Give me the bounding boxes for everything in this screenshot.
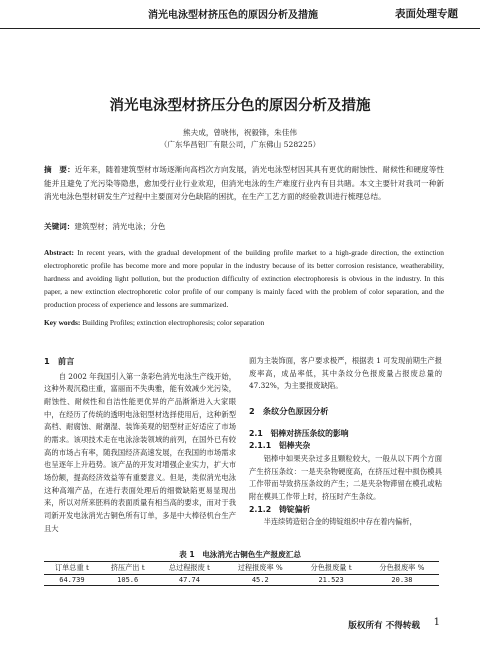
table-header-cell: 分色报废率 % bbox=[365, 562, 439, 575]
section-2-1-1-paragraph: 铝棒中如果夹杂过多且颗粒较大，一般从以下两个方面产生挤压条纹：一是夹杂物硬度高，在挤压过程中损伤模具工作带而导致挤压条纹的产生；二是夹杂物滞留在模孔或粘附在模具工作带上时，挤压时产生条纹。 bbox=[249, 453, 442, 501]
section-2-heading: 2 条纹分色原因分析 bbox=[249, 405, 329, 416]
abstract-en bbox=[44, 247, 444, 312]
section-1-heading: 1 前言 bbox=[44, 356, 75, 366]
left-column bbox=[44, 355, 236, 535]
table-row bbox=[44, 575, 439, 586]
keywords-en-text: Building Profiles; extinction electrophoresis; color separation bbox=[80, 318, 265, 327]
keywords-cn-label: 关键词： bbox=[44, 222, 75, 231]
right-column bbox=[249, 355, 442, 529]
keywords-cn bbox=[44, 220, 444, 234]
table-header-cell: 总过程报废 t bbox=[156, 562, 224, 575]
table-header-cell: 分色报废量 t bbox=[297, 562, 365, 575]
article-title: 消光电泳型材挤压分色的原因分析及措施 bbox=[109, 98, 371, 114]
footer-copyright: 版权所有 不得转载 bbox=[348, 621, 420, 631]
section-1-paragraph: 自 2002 年我国引入第一条彩色消光电泳生产线开始，这种外观沉稳庄重，富丽而不失典雅，能有效减少光污染，耐蚀性、耐候性和自洁性能更优异的产品渐渐进入大家眼中，在经历了传统的透明电泳铝型材选择使用后，这种新型高档、耐腐蚀、耐潮湿、装饰美观的铝型材正好适应了市场的需求。该项技术走在电泳涂装领域的前列，在国外已有较高的市场占有率，随我国经济高速发展，在我国的市场需求也呈逐年上升趋势。该产品的开发对增强企业实力，扩大市场份额，提高经济效益等有重要意义。但是，类似消光电泳这种高端产品，在进行表面处理后的细微缺陷更易显现出来，所以对所来胚料的表面质量有相当高的要求，而对于我司新开发电泳消光古铜色所有订单，多是中大棒径机台生产且大 bbox=[44, 371, 236, 533]
running-header bbox=[0, 0, 480, 29]
page-number: 1 bbox=[433, 617, 440, 628]
abstract-cn-text: 近年来，随着建筑型材市场逐渐向高档次方向发展，消光电泳型材因其具有更优的耐蚀性、耐候性和硬度等性能并且避免了光污染等隐患，愈加受行业行业欢迎，但消光电泳的生产难度行业内有目共睹。本文主要针对我司一种新消光电泳色型材研发生产过程中主要面对分色缺陷的困扰，在生产工艺方面的经验教训进行梳理总结。 bbox=[44, 165, 444, 202]
table-header-cell: 订单总重 t bbox=[44, 562, 100, 575]
section-2-1-2-paragraph: 半连续铸造铝合金的铸锭组织中存在着内偏析， bbox=[263, 517, 417, 527]
table-cell: 64.739 bbox=[44, 575, 100, 586]
article-authors: 熊夫成，曾晓伟，祝毅锋，朱佳伟 bbox=[183, 128, 297, 137]
table-cell: 20.38 bbox=[365, 575, 439, 586]
table-header-cell: 过程报废率 % bbox=[223, 562, 297, 575]
table-cell: 105.6 bbox=[100, 575, 156, 586]
abstract-cn bbox=[44, 163, 444, 204]
keywords-en bbox=[44, 317, 444, 330]
header-journal-article-title: 消光电泳型材挤压色的原因分析及措施 bbox=[148, 10, 318, 21]
scrap-summary-table bbox=[44, 561, 439, 586]
table-cell: 47.74 bbox=[156, 575, 224, 586]
table-header-cell: 挤压产出 t bbox=[100, 562, 156, 575]
abstract-en-text: In recent years, with the gradual development of the building profile market to a high-grade direction, the extinction electrophoretic profile has become more and more popular in the industry because of its better corrosion resistance, weatherability, hardness and avoiding light pollution, but the production difficulty of extinction electrophoresis is obvious in the industry. In this paper, a new extinction electrophoretic color profile of our company is mainly faced with the problem of color separation, and the production process of experience and lessons are summarized. bbox=[44, 248, 444, 309]
table-cell: 45.2 bbox=[223, 575, 297, 586]
header-section-title: 表面处理专题 bbox=[395, 8, 458, 20]
abstract-cn-label: 摘 要： bbox=[44, 165, 75, 174]
section-2-1-2-heading: 2.1.2 铸锭偏析 bbox=[249, 504, 311, 514]
table-cell: 21.523 bbox=[297, 575, 365, 586]
table-header-row bbox=[44, 562, 439, 575]
table-1-caption: 表 1 电泳消光古铜色生产报废汇总 bbox=[179, 550, 301, 559]
section-2-1-1-heading: 2.1.1 铝棒夹杂 bbox=[249, 441, 311, 451]
keywords-cn-text: 建筑型材；消光电泳；分色 bbox=[74, 222, 166, 231]
keywords-en-label: Key words: bbox=[44, 318, 81, 327]
section-2-1-heading: 2.1 铝棒对挤压条纹的影响 bbox=[249, 428, 349, 438]
abstract-en-label: Abstract: bbox=[44, 248, 74, 257]
article-affiliation: （广东华昌铝厂有限公司，广东佛山 528225） bbox=[159, 140, 321, 149]
continued-paragraph: 面为主装饰面，客户要求极严，根据表 1 可发现前期生产报废率高，成品率低，其中条纹分色报废量占报废总量的 47.32%，为主要报废缺陷。 bbox=[249, 356, 442, 391]
